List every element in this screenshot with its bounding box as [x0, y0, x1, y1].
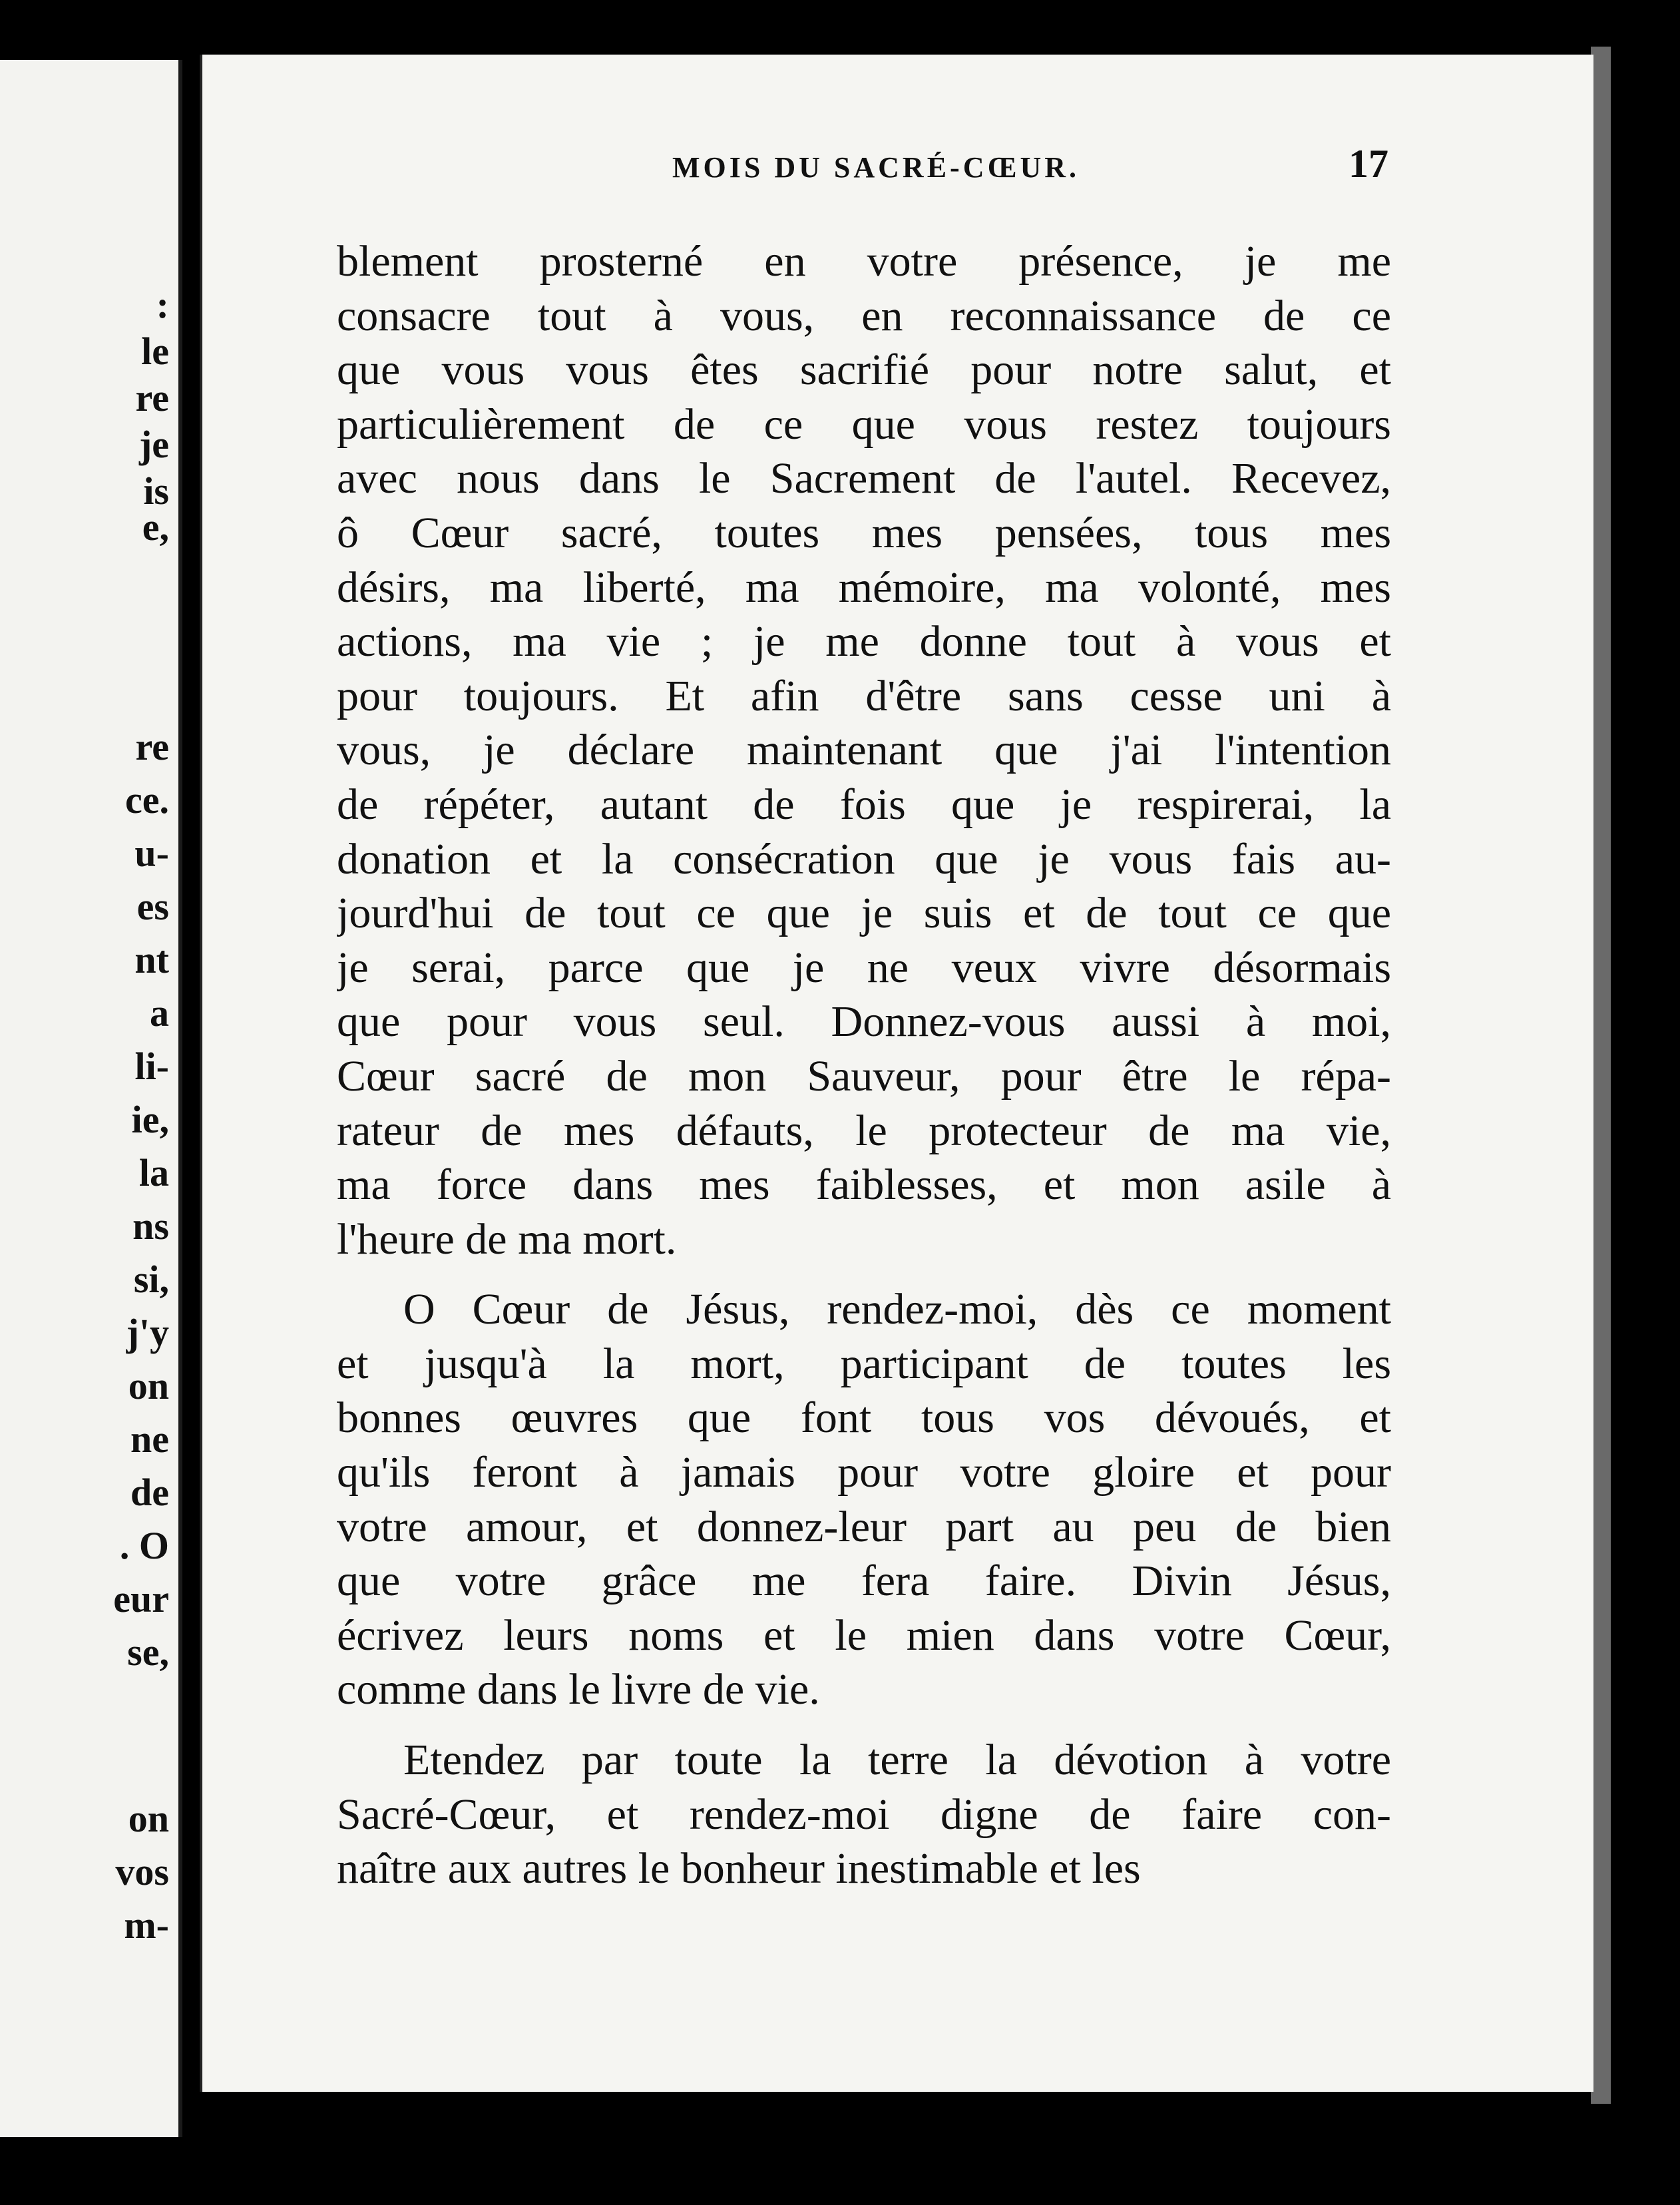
text-line: jourd'hui de tout ce que je suis et de tout ce que	[337, 889, 1391, 938]
text-line: et jusqu'à la mort, participant de toutes les	[337, 1339, 1391, 1388]
facing-page-line-fragment: la	[138, 1151, 169, 1194]
facing-page-line-fragment: e,	[142, 505, 169, 549]
facing-page-line-fragment: se,	[127, 1630, 169, 1674]
text-line: Sacré-Cœur, et rendez-moi digne de faire con-	[337, 1790, 1391, 1839]
facing-page-line-fragment: is	[143, 469, 169, 513]
text-line: que vous vous êtes sacrifié pour notre salut, et	[337, 346, 1391, 395]
facing-page-line-fragment: si,	[133, 1258, 169, 1301]
facing-page-line-fragment: :	[156, 283, 169, 326]
facing-page-line-fragment: on	[128, 1364, 169, 1407]
facing-page-line-fragment: de	[130, 1471, 169, 1514]
facing-page-line-fragment: a	[150, 991, 169, 1035]
text-line: bonnes œuvres que font tous vos dévoués, et	[337, 1393, 1391, 1443]
text-line: pour toujours. Et afin d'être sans cesse uni à	[337, 671, 1391, 720]
text-line: blement prosterné en votre présence, je me	[337, 237, 1391, 286]
facing-page-line-fragment: li-	[134, 1045, 169, 1088]
text-line: que pour vous seul. Donnez-vous aussi à moi,	[337, 997, 1391, 1047]
text-line: ma force dans mes faiblesses, et mon asile à	[337, 1160, 1391, 1210]
facing-page-line-fragment: u-	[134, 832, 169, 875]
text-line: je serai, parce que je ne veux vivre désormais	[337, 943, 1391, 992]
facing-page-fragment	[0, 60, 182, 2137]
facing-page-line-fragment: je	[138, 423, 169, 466]
page-edge-shadow	[1591, 47, 1611, 2104]
text-line: vous, je déclare maintenant que j'ai l'intention	[337, 726, 1391, 775]
running-head: MOIS DU SACRÉ-CŒUR.	[672, 151, 1080, 184]
facing-page-line-fragment: re	[135, 376, 169, 419]
facing-page-line-fragment: m-	[124, 1903, 169, 1947]
text-line: de répéter, autant de fois que je respirerai, la	[337, 780, 1391, 829]
text-line: Etendez par toute la terre la dévotion à votre	[403, 1736, 1391, 1785]
text-line: Cœur sacré de mon Sauveur, pour être le répa-	[337, 1051, 1391, 1101]
facing-page-line-fragment: ie,	[131, 1098, 169, 1141]
text-line: consacre tout à vous, en reconnaissance de ce	[337, 291, 1391, 340]
facing-page-line-fragment: le	[141, 330, 169, 373]
text-line: comme dans le livre de vie.	[337, 1665, 820, 1714]
text-line: qu'ils feront à jamais pour votre gloire et pour	[337, 1448, 1391, 1497]
facing-page-line-fragment: eur	[113, 1577, 169, 1620]
facing-page-line-fragment: re	[135, 725, 169, 768]
text-line: ô Cœur sacré, toutes mes pensées, tous mes	[337, 508, 1391, 557]
paragraph-spacing	[337, 1266, 1391, 1282]
text-line: votre amour, et donnez-leur part au peu de bien	[337, 1502, 1391, 1551]
facing-page-line-fragment: ce.	[125, 778, 169, 822]
text-line: donation et la consécration que je vous fais au-	[337, 834, 1391, 883]
facing-page-line-fragment: es	[136, 885, 169, 928]
facing-page-line-fragment: ns	[132, 1204, 169, 1248]
facing-page-line-fragment: ne	[130, 1417, 169, 1461]
text-line: l'heure de ma mort.	[337, 1214, 677, 1264]
text-line: particulièrement de ce que vous restez toujours	[337, 399, 1391, 449]
text-line: actions, ma vie ; je me donne tout à vous et	[337, 617, 1391, 666]
text-line: naître aux autres le bonheur inestimable et les	[337, 1844, 1141, 1893]
text-line: que votre grâce me fera faire. Divin Jésus,	[337, 1557, 1391, 1606]
paragraph-spacing	[337, 1717, 1391, 1733]
body-text	[337, 234, 1391, 1896]
facing-page-line-fragment: . O	[119, 1524, 169, 1567]
text-line: avec nous dans le Sacrement de l'autel. Recevez,	[337, 454, 1391, 503]
text-line: O Cœur de Jésus, rendez-moi, dès ce moment	[403, 1285, 1391, 1334]
facing-page-line-fragment: nt	[134, 938, 169, 981]
facing-page-line-fragment: on	[128, 1797, 169, 1840]
facing-page-line-fragment: j'y	[126, 1311, 169, 1354]
page-number: 17	[1349, 142, 1388, 186]
facing-page-line-fragment: vos	[115, 1850, 169, 1893]
text-line: écrivez leurs noms et le mien dans votre Cœur,	[337, 1610, 1391, 1660]
text-line: désirs, ma liberté, ma mémoire, ma volonté, mes	[337, 563, 1391, 612]
text-line: rateur de mes défauts, le protecteur de ma vie,	[337, 1106, 1391, 1155]
